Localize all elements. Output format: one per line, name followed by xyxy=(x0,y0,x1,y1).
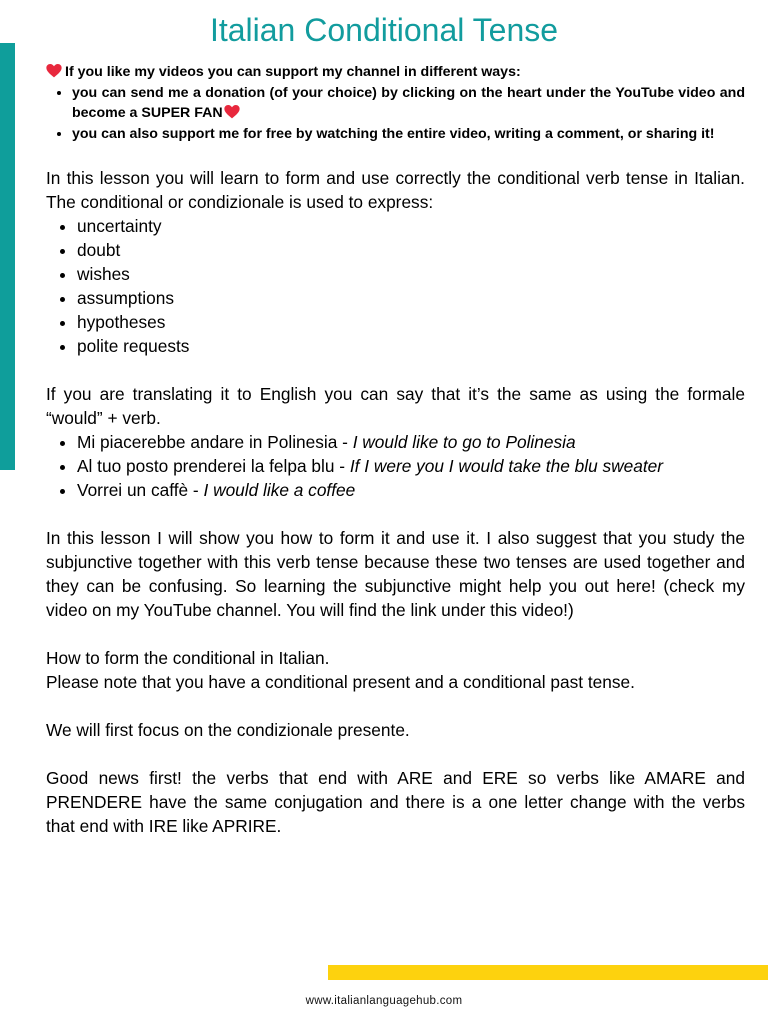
support-intro-text: If you like my videos you can support my channel in different ways: xyxy=(65,64,521,80)
support-item xyxy=(72,83,745,124)
example-english: If I were you I would take the blu sweater xyxy=(349,456,663,476)
translation-intro: If you are translating it to English you can say that it’s the same as using the formale “would” + verb. xyxy=(46,384,745,428)
list-item: • polite requests xyxy=(77,334,745,358)
footer-url: www.italianlanguagehub.com xyxy=(305,995,463,1007)
support-item-text: you can also support me for free by watching the entire video, writing a comment, or sharing it! xyxy=(72,125,715,142)
list-item: • assumptions xyxy=(77,286,745,310)
example-italian: Mi piacerebbe andare in Polinesia - xyxy=(77,432,353,452)
heart-icon xyxy=(46,64,62,78)
teal-accent-bar xyxy=(0,43,15,470)
example-item xyxy=(77,454,745,478)
list-item: • uncertainty xyxy=(77,214,745,238)
document-body xyxy=(46,62,745,838)
example-italian: Al tuo posto prenderei la felpa blu - xyxy=(77,456,350,476)
focus-paragraph: We will first focus on the condizionale presente. xyxy=(46,720,410,740)
how-to-line-2: Please note that you have a conditional present and a conditional past tense. xyxy=(46,672,635,692)
support-section xyxy=(46,62,745,144)
lesson-body xyxy=(46,166,745,838)
how-to-line-1: How to form the conditional in Italian. xyxy=(46,648,330,668)
examples-list xyxy=(46,430,745,502)
paragraph-show: In this lesson I will show you how to form it and use it. I also suggest that you study the subjunctive together with this verb tense because these two tenses are used together and they can be confusing. So learning the subjunctive might help you out here! (check my video on my YouTube channel. You will find the link under this video!) xyxy=(46,528,745,620)
support-list xyxy=(46,83,745,145)
example-italian: Vorrei un caffè - xyxy=(77,480,204,500)
list-item: • hypotheses xyxy=(77,310,745,334)
yellow-accent-bar xyxy=(328,965,768,980)
support-item xyxy=(72,124,745,145)
list-item: • wishes xyxy=(77,262,745,286)
example-english: I would like a coffee xyxy=(203,480,356,500)
list-item: • doubt xyxy=(77,238,745,262)
uses-list xyxy=(46,214,745,358)
example-item xyxy=(77,430,745,454)
good-news-paragraph: Good news first! the verbs that end with ARE and ERE so verbs like AMARE and PRENDERE have the same conjugation and there is a one letter change with the verbs that end with IRE like APRIRE. xyxy=(46,768,745,836)
example-english: I would like to go to Polinesia xyxy=(352,432,576,452)
heart-icon xyxy=(224,105,240,119)
example-item xyxy=(77,478,745,502)
page-title: Italian Conditional Tense xyxy=(209,12,559,48)
lesson-intro: In this lesson you will learn to form and use correctly the conditional verb tense in Italian. The conditional or condizionale is used to express: xyxy=(46,168,745,212)
support-intro xyxy=(46,62,745,83)
support-item-text: you can send me a donation (of your choice) by clicking on the heart under the YouTube video and become a SUPER FAN xyxy=(72,84,745,121)
